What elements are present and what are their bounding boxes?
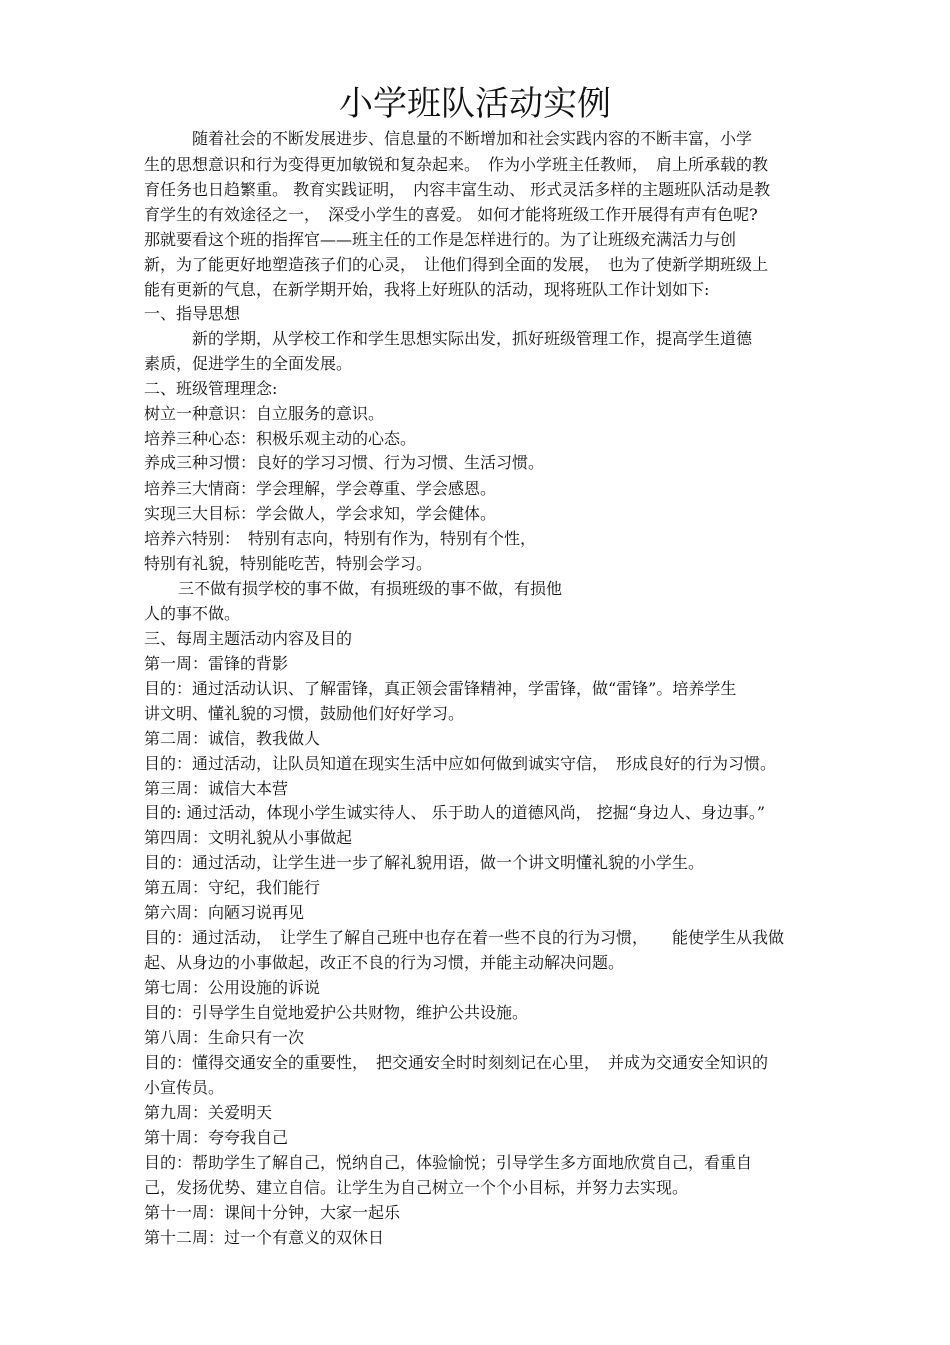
week-title: 第五周：守纪，我们能行 <box>144 878 321 897</box>
week-title: 第八周：生命只有一次 <box>144 1028 305 1047</box>
week-title: 第九周：关爱明天 <box>144 1103 273 1122</box>
week-goal: 目的：帮助学生了解自己，悦纳自己，体验愉悦；引导学生多方面地欣赏自己，看重自 <box>144 1153 753 1172</box>
week-goal: 目的：通过活动，让学生进一步了解礼貌用语，做一个讲文明懂礼貌的小学生。 <box>144 853 705 872</box>
week-goal: 目的：通过活动， 让学生了解自己班中也存在着一些不良的行为习惯， 能使学生从我做 <box>144 928 785 947</box>
intro-line-7: 能有更新的气息，在新学期开始，我将上好班队的活动，现将班队工作计划如下: <box>144 280 710 299</box>
week-goal: 己，发扬优势、建立自信。让学生为自己树立一个个小目标，并努力去实现。 <box>144 1178 689 1197</box>
week-title: 第六周：向陋习说再见 <box>144 903 305 922</box>
intro-line-2: 生的思想意识和行为变得更加敏锐和复杂起来。 作为小学班主任教师， 肩上所承载的教 <box>144 155 769 174</box>
section-heading-1: 一、指导思想 <box>144 304 241 323</box>
week-title: 第一周：雷锋的背影 <box>144 654 289 673</box>
week-title: 第四周：文明礼貌从小事做起 <box>144 828 353 847</box>
concept-line: 培养三种心态：积极乐观主动的心态。 <box>144 429 417 448</box>
week-title: 第十一周：课间十分钟，大家一起乐 <box>144 1203 401 1222</box>
section-heading-3: 三、每周主题活动内容及目的 <box>144 629 353 648</box>
week-goal: 目的：通过活动，让队员知道在现实生活中应如何做到诚实守信， 形成良好的行为习惯。 <box>144 754 777 773</box>
intro-line-1: 随着社会的不断发展进步、信息量的不断增加和社会实践内容的不断丰富，小学 <box>192 129 753 148</box>
concept-line: 实现三大目标：学会做人，学会求知，学会健体。 <box>144 504 497 523</box>
week-goal: 目的：引导学生自觉地爱护公共财物，维护公共设施。 <box>144 1003 529 1022</box>
week-goal: 目的：懂得交通安全的重要性， 把交通安全时时刻刻记在心里， 并成为交通安全知识的 <box>144 1053 769 1072</box>
week-title: 第十周：夸夸我自己 <box>144 1128 289 1147</box>
intro-line-4: 育学生的有效途径之一， 深受小学生的喜爱。 如何才能将班级工作开展得有声有色呢? <box>144 205 758 224</box>
week-title: 第十二周：过一个有意义的双休日 <box>144 1228 385 1247</box>
intro-line-6: 新，为了能更好地塑造孩子们的心灵， 让他们得到全面的发展， 也为了使新学期班级上 <box>144 255 769 274</box>
section-heading-2: 二、班级管理理念: <box>144 379 278 398</box>
concept-line: 人的事不做。 <box>144 604 241 623</box>
week-title: 第三周：诚信大本营 <box>144 779 289 798</box>
week-goal: 小宣传员。 <box>144 1078 225 1097</box>
paragraph-line: 素质，促进学生的全面发展。 <box>144 354 353 373</box>
intro-line-5: 那就要看这个班的指挥官——班主任的工作是怎样进行的。为了让班级充满活力与创 <box>144 230 737 249</box>
concept-line: 特别有礼貌，特别能吃苦，特别会学习。 <box>144 554 433 573</box>
concept-line: 树立一种意识：自立服务的意识。 <box>144 404 385 423</box>
concept-line: 培养六特别： 特别有志向，特别有作为，特别有个性， <box>144 529 537 548</box>
document-title: 小学班队活动实例 <box>339 84 611 124</box>
concept-line: 培养三大情商：学会理解，学会尊重、学会感恩。 <box>144 479 497 498</box>
concept-line: 养成三种习惯：良好的学习习惯、行为习惯、生活习惯。 <box>144 453 545 472</box>
week-title: 第二周：诚信，教我做人 <box>144 729 321 748</box>
week-goal: 目的: 通过活动，体现小学生诚实待人、 乐于助人的道德风尚， 挖掘“身边人、身边事。” <box>144 803 766 822</box>
week-goal: 讲文明、懂礼貌的习惯，鼓励他们好好学习。 <box>144 704 465 723</box>
week-goal: 目的：通过活动认识、了解雷锋，真正领会雷锋精神，学雷锋，做“雷锋”。培养学生 <box>144 679 737 698</box>
intro-line-3: 育任务也日趋繁重。 教育实践证明， 内容丰富生动、 形式灵活多样的主题班队活动是教 <box>144 180 771 199</box>
week-goal: 起、从身边的小事做起，改正不良的行为习惯，并能主动解决问题。 <box>144 953 625 972</box>
concept-line: 三不做有损学校的事不做，有损班级的事不做，有损他 <box>178 579 563 598</box>
week-title: 第七周：公用设施的诉说 <box>144 978 321 997</box>
paragraph-line: 新的学期，从学校工作和学生思想实际出发，抓好班级管理工作，提高学生道德 <box>192 329 753 348</box>
